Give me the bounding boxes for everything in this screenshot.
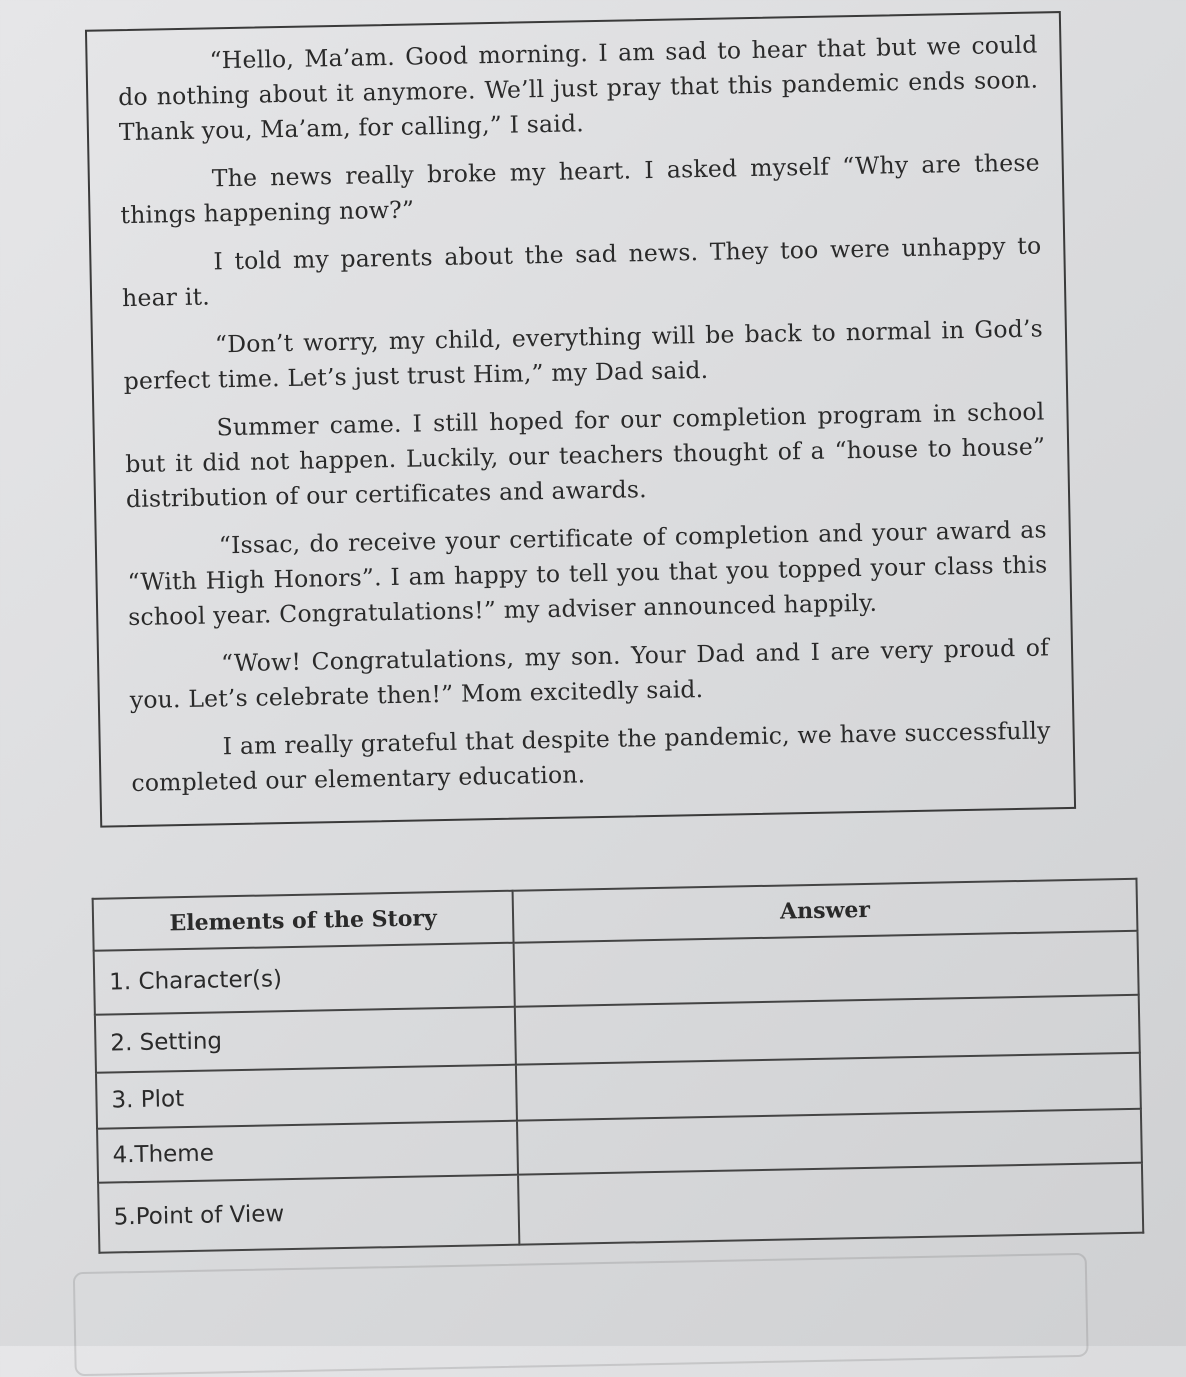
bleed-through-box xyxy=(73,1253,1089,1376)
element-label: 5.Point of View xyxy=(98,1175,519,1253)
story-paragraph-8: I am really grateful that despite the pandemic, we have successfully completed our elementary education. xyxy=(131,716,1051,798)
story-paragraph-3: I told my parents about the sad news. They too were unhappy to hear it. xyxy=(121,231,1042,313)
element-label: 2. Setting xyxy=(95,1007,516,1073)
element-label: 4.Theme xyxy=(97,1121,518,1183)
story-paragraph-4: “Don’t worry, my child, everything will be back to normal in God’s perfect time. Let’s just trust Him,” my Dad said. xyxy=(123,314,1044,396)
story-paragraph-7: “Wow! Congratulations, my son. Your Dad and I are very proud of you. Let’s celebrate then!” Mom excitedly said. xyxy=(129,633,1050,715)
story-paragraph-6: “Issac, do receive your certificate of completion and your award as “With High Honors”. I am happy to tell you that you topped your class this school year. Congratulations!” my adviser announced happily. xyxy=(127,515,1048,632)
story-paragraph-5: Summer came. I still hoped for our completion program in school but it did not happen. Luckily, our teachers thought of a “house to house” distribution of our certificates and awards. xyxy=(125,397,1046,514)
story-text-box xyxy=(85,11,1076,828)
header-elements: Elements of the Story xyxy=(93,891,514,951)
answer-cell[interactable] xyxy=(514,931,1139,1007)
element-label: 3. Plot xyxy=(96,1065,517,1129)
story-paragraph-2: The news really broke my heart. I asked myself “Why are these things happening now?” xyxy=(120,148,1040,230)
element-label: 1. Character(s) xyxy=(94,943,515,1015)
elements-of-story-table xyxy=(92,878,1145,1254)
header-answer: Answer xyxy=(513,879,1138,943)
answer-cell[interactable] xyxy=(518,1163,1143,1245)
story-paragraph-1: “Hello, Ma’am. Good morning. I am sad to hear that but we could do nothing about it anymore. We’ll just pray that this pandemic ends soon. Thank you, Ma’am, for calling,” I said. xyxy=(117,30,1039,147)
